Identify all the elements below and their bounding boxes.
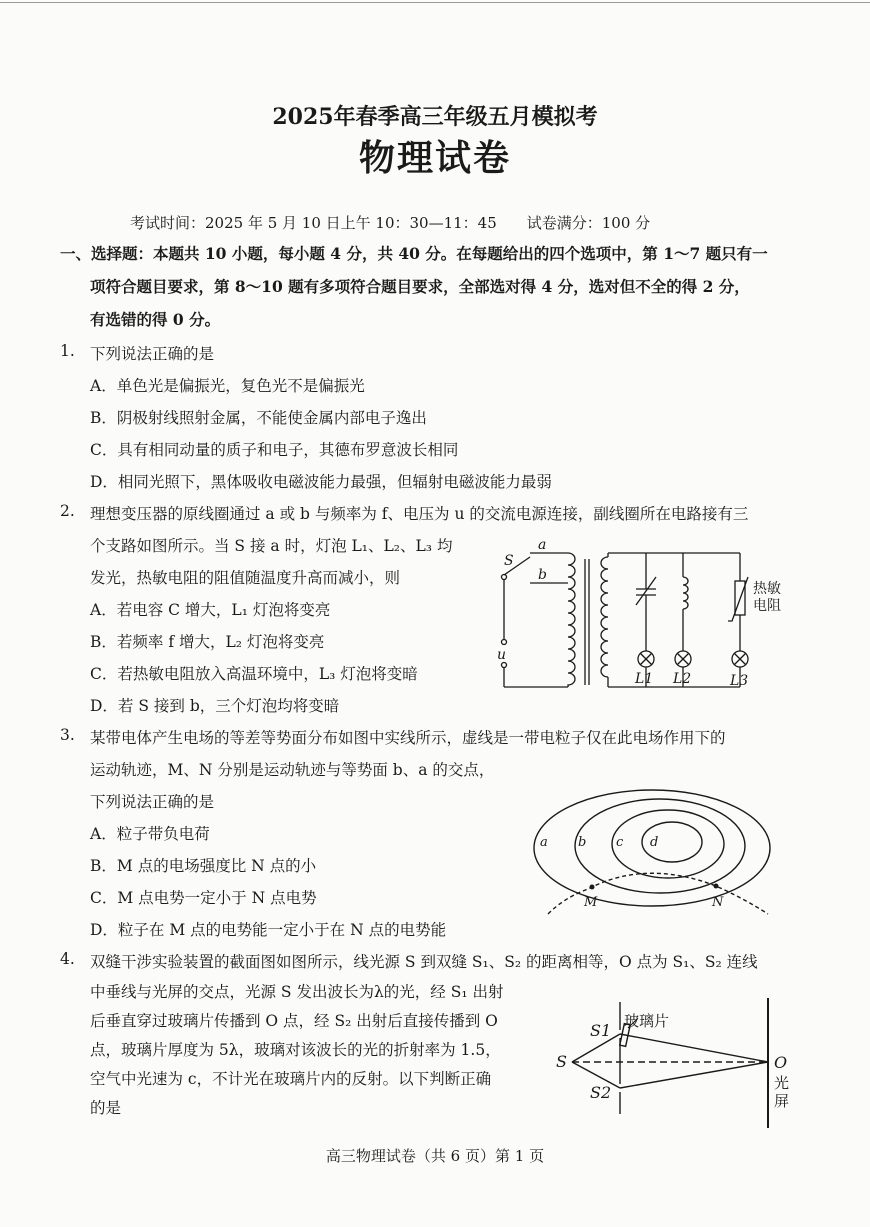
label-u: u (497, 647, 507, 663)
label-l1: L1 (635, 671, 654, 687)
q1-option-b: B．阴极射线照射金属，不能使金属内部电子逸出 (90, 409, 427, 427)
section-heading-line3: 有选错的得 0 分。 (90, 310, 221, 329)
label-n: N (712, 895, 724, 910)
q2-stem-line1: 理想变压器的原线圈通过 a 或 b 与频率为 f、电压为 u 的交流电源连接，副线圈所在电路接有三 (90, 505, 749, 523)
q4-stem-line4: 点，玻璃片厚度为 5λ，玻璃对该波长的光的折射率为 1.5， (90, 1041, 501, 1059)
label-o: O (774, 1053, 788, 1072)
q3-option-b: B．M 点的电场强度比 N 点的小 (90, 857, 317, 875)
primary-coil (568, 553, 575, 687)
section-heading-line2: 项符合题目要求，第 8～10 题有多项符合题目要求，全部选对得 4 分，选对但不全的得 2 分， (90, 277, 750, 296)
label-surface-d: d (650, 835, 659, 850)
ray-s2-to-o (620, 1062, 768, 1088)
source-terminal-bottom (502, 663, 507, 668)
q3-option-d: D．粒子在 M 点的电势能一定小于在 N 点的电势能 (90, 921, 447, 939)
label-l2: L2 (673, 671, 692, 687)
label-screen-2: 屏 (774, 1092, 790, 1110)
label-source-s: S (556, 1052, 567, 1071)
q3-option-c: C．M 点电势一定小于 N 点电势 (90, 889, 317, 907)
q3-option-a: A．粒子带负电荷 (90, 825, 210, 843)
label-m: M (584, 895, 598, 910)
q2-option-a: A．若电容 C 增大，L₁ 灯泡将变亮 (90, 601, 331, 619)
exam-title: 2025年春季高三年级五月模拟考 (272, 104, 598, 130)
q2-number: 2. (60, 502, 75, 520)
page-footer: 高三物理试卷（共 6 页）第 1 页 (325, 1147, 545, 1165)
equipotential-b (575, 799, 745, 893)
point-m (590, 885, 595, 890)
exam-time: 考试时间：2025 年 5 月 10 日上午 10：30—11：45 (130, 214, 497, 232)
label-surface-b: b (578, 835, 587, 850)
label-s1: S1 (590, 1021, 612, 1040)
q2-transformer-circuit-figure (490, 535, 790, 695)
point-n (714, 884, 719, 889)
q2-stem-line2: 个支路如图所示。当 S 接 a 时，灯泡 L₁、L₂、L₃ 均 (90, 537, 453, 555)
label-s: S (504, 553, 514, 569)
q3-stem-line2: 运动轨迹，M、N 分别是运动轨迹与等势面 b、a 的交点， (90, 761, 495, 779)
q2-option-b: B．若频率 f 增大，L₂ 灯泡将变亮 (90, 633, 325, 651)
exam-info (130, 212, 650, 233)
full-score: 试卷满分：100 分 (526, 214, 651, 232)
q1-option-c: C．具有相同动量的质子和电子，其德布罗意波长相同 (90, 441, 459, 459)
q4-stem-line3: 后垂直穿过玻璃片传播到 O 点，经 S₂ 出射后直接传播到 O (90, 1012, 498, 1030)
q4-stem-line2: 中垂线与光屏的交点，光源 S 发出波长为λ的光，经 S₁ 出射 (90, 983, 504, 1001)
q1-option-a: A．单色光是偏振光，复色光不是偏振光 (90, 377, 365, 395)
label-glass: 玻璃片 (624, 1012, 670, 1030)
section-heading-line1: 一、选择题：本题共 10 小题，每小题 4 分，共 40 分。在每题给出的四个选项中，第 1～7 题只有一 (60, 244, 768, 263)
label-l3: L3 (730, 673, 749, 689)
q2-stem-line3: 发光，热敏电阻的阻值随温度升高而减小，则 (90, 569, 401, 587)
q2-option-c: C．若热敏电阻放入高温环境中，L₃ 灯泡将变暗 (90, 665, 418, 683)
q1-number: 1. (60, 342, 75, 360)
ray-s1-to-o (620, 1034, 768, 1062)
label-thermistor-2: 电阻 (753, 598, 781, 614)
q3-stem-line3: 下列说法正确的是 (90, 793, 215, 811)
source-terminal-top (502, 640, 507, 645)
q2-option-d: D．若 S 接到 b，三个灯泡均将变暗 (90, 697, 340, 715)
q3-stem-line1: 某带电体产生电场的等差等势面分布如图中实线所示，虚线是一带电粒子仅在此电场作用下的 (90, 729, 726, 747)
q1-stem: 下列说法正确的是 (90, 345, 215, 363)
label-s2: S2 (590, 1083, 612, 1102)
inductor-coil (683, 577, 688, 609)
label-b: b (538, 567, 547, 583)
q4-double-slit-figure (550, 996, 800, 1131)
q4-stem-line1: 双缝干涉实验装置的截面图如图所示，线光源 S 到双缝 S₁、S₂ 的距离相等，O 点为 S₁、S₂ 连线 (90, 953, 758, 971)
q4-stem-line6: 的是 (90, 1099, 122, 1117)
q3-number: 3. (60, 726, 75, 744)
secondary-coil (601, 557, 608, 677)
label-surface-a: a (540, 835, 548, 850)
q4-number: 4. (60, 950, 75, 968)
equipotential-c (612, 810, 724, 878)
label-screen-1: 光 (774, 1074, 790, 1092)
label-surface-c: c (616, 835, 624, 850)
q4-stem-line5: 空气中光速为 c，不计光在玻璃片内的反射。以下判断正确 (90, 1070, 492, 1088)
top-border-line (0, 2, 870, 3)
label-a: a (538, 537, 547, 553)
subject-title: 物理试卷 (358, 137, 511, 179)
label-thermistor-1: 热敏 (753, 581, 781, 597)
q1-option-d: D．相同光照下，黑体吸收电磁波能力最强，但辐射电磁波能力最弱 (90, 473, 552, 491)
switch-pivot (502, 575, 507, 580)
q3-equipotential-figure (528, 782, 778, 917)
